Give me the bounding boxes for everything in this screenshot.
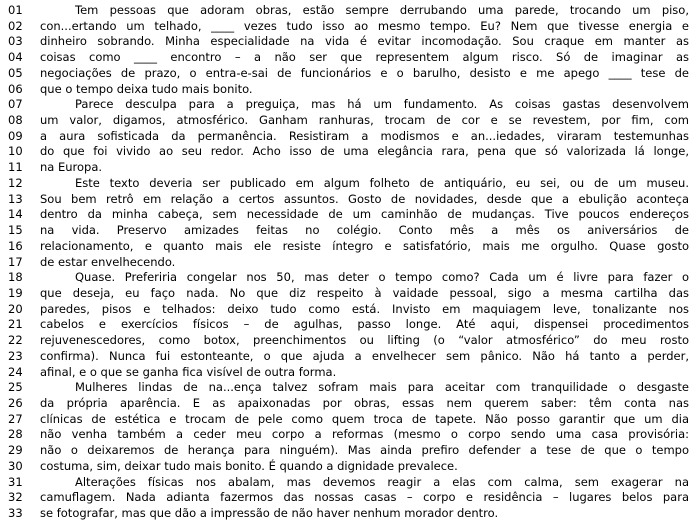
text-line (0, 3, 699, 19)
line-number: 24 (8, 364, 23, 379)
line-number: 14 (8, 207, 23, 222)
text-line (0, 427, 699, 443)
line-text: Tem pessoas que adoram obras, estão sempre derrubando uma parede, trocando um piso, (75, 3, 689, 17)
line-number: 02 (8, 18, 23, 33)
line-text: de estar envelhecendo. (40, 254, 176, 269)
line-text: um valor, digamos, atmosférico. Ganham ranhuras, trocam de cor e se revestem, por fim, com (40, 113, 689, 128)
line-text: Alterações físicas nos abalam, mas devemos reagir a elas com calma, sem exagerar na (75, 474, 689, 489)
line-text: cabelos e exercícios físicos – de agulhas, passo longe. Até aqui, dispensei procedimentos (40, 317, 689, 332)
line-number: 17 (8, 254, 23, 269)
line-text: afinal, e o que se ganha fica visível de outra forma. (40, 364, 337, 379)
line-text: na Europa. (40, 160, 103, 175)
line-text: costuma, sim, deixar tudo mais bonito. É quando a dignidade prevalece. (40, 458, 458, 473)
line-text: que deseja, eu faço nada. No que diz respeito à vaidade pessoal, sigo a mesma cartilha das (40, 285, 689, 300)
line-number: 29 (8, 443, 23, 458)
line-text: Sou bem retrô em relação a certos assuntos. Gosto de novidades, desde que a ebulição aconteça (40, 191, 689, 206)
text-line (0, 82, 699, 98)
line-text: rejuvenescedores, como botox, preenchimentos ou lifting (o “valor atmosférico” do meu rosto (40, 333, 689, 348)
line-text: a aura sofisticada da permanência. Resistiram a modismos e an...iedades, viraram testemunhas (40, 128, 689, 143)
line-text: na vida. Preservo amizades feitas no colégio. Conto mês a mês os aniversários de (40, 223, 689, 238)
text-line (0, 255, 699, 271)
text-line (0, 239, 699, 255)
line-text: não o deixaremos de herança para ninguém). Mas ainda prefiro defender a tese de que o tempo (40, 443, 689, 458)
text-line (0, 380, 699, 396)
line-number: 30 (8, 458, 23, 473)
text-line (0, 349, 699, 365)
line-text: Quase. Preferiria congelar nos 50, mas deter o tempo como? Cada um é livre para fazer o (75, 270, 689, 285)
text-line (0, 113, 699, 129)
text-line (0, 286, 699, 302)
text-line (0, 443, 699, 459)
line-number: 06 (8, 81, 23, 96)
line-number: 27 (8, 411, 23, 426)
line-number: 13 (8, 191, 23, 206)
line-number: 31 (8, 474, 23, 489)
line-text: se fotografar, mas que dão a impressão de não haver nenhum morador dentro. (40, 506, 499, 520)
text-line (0, 270, 699, 286)
text-line (0, 412, 699, 428)
line-text: do que foi vivido ao seu redor. Acho isso de uma elegância rara, pena que só valorizada lá longe, (40, 144, 689, 159)
line-number: 04 (8, 50, 23, 65)
line-number: 16 (8, 238, 23, 253)
line-number: 07 (8, 97, 23, 112)
line-text: paredes, pisos e telhados: deixo tudo como está. Invisto em maquiagem leve, tonalizante nos (40, 301, 689, 316)
text-line (0, 19, 699, 35)
line-text: dentro da minha cabeça, sem necessidade de um caminhão de mudanças. Tive poucos endereços (40, 207, 689, 222)
text-line (0, 475, 699, 491)
text-line (0, 129, 699, 145)
line-number: 32 (8, 490, 23, 505)
line-number: 18 (8, 270, 23, 285)
line-text: confirma). Nunca fui estonteante, o que ajuda a envelhecer sem pânico. Não há tanto a perder, (40, 348, 689, 363)
text-line (0, 34, 699, 50)
text-line (0, 490, 699, 506)
line-number: 33 (8, 506, 23, 520)
line-number: 01 (8, 3, 23, 17)
text-line (0, 506, 699, 522)
line-text: que o tempo deixa tudo mais bonito. (40, 81, 253, 96)
text-passage (0, 3, 699, 522)
line-text: negociações de prazo, o entra-e-sai de funcionários e o barulho, desisto e me apego ____ tese de (40, 65, 689, 80)
text-line (0, 160, 699, 176)
line-text: clínicas de estética e trocam de pele como quem troca de tapete. Não posso garantir que um dia (40, 411, 689, 426)
line-text: relacionamento, e quanto mais ele resiste íntegro e satisfatório, mais me orgulho. Quase gosto (40, 238, 689, 253)
line-text: não venha também a ceder meu corpo a reformas (mesmo o corpo sendo uma casa provisória: (40, 427, 689, 442)
line-number: 23 (8, 348, 23, 363)
line-number: 05 (8, 65, 23, 80)
text-line (0, 176, 699, 192)
text-line (0, 459, 699, 475)
text-line (0, 97, 699, 113)
text-line (0, 333, 699, 349)
line-text: Parece desculpa para a preguiça, mas há um fundamento. As coisas gastas desenvolvem (75, 97, 689, 112)
line-number: 26 (8, 395, 23, 410)
text-line (0, 302, 699, 318)
text-line (0, 207, 699, 223)
line-text: coisas como ____ encontro – a não ser que representem algum risco. Só de imaginar as (40, 50, 689, 65)
line-number: 09 (8, 128, 23, 143)
line-number: 08 (8, 113, 23, 128)
line-number: 25 (8, 380, 23, 395)
text-line (0, 317, 699, 333)
line-number: 12 (8, 175, 23, 190)
line-number: 03 (8, 34, 23, 49)
line-number: 15 (8, 223, 23, 238)
line-number: 19 (8, 285, 23, 300)
text-line (0, 396, 699, 412)
line-text: Mulheres lindas de na...ença talvez sofram mais para aceitar com tranquilidade o desgaste (75, 380, 689, 395)
text-line (0, 192, 699, 208)
text-line (0, 50, 699, 66)
line-text: con...ertando um telhado, ____ vezes tudo isso ao mesmo tempo. Eu? Nem que tivesse energia e (40, 18, 689, 33)
line-text: da própria aparência. E as apaixonadas por obras, essas nem querem saber: têm conta nas (40, 395, 689, 410)
line-text: dinheiro sobrando. Minha especialidade na vida é evitar incomodação. Sou craque em manter as (40, 34, 689, 49)
line-number: 11 (8, 160, 23, 175)
line-number: 10 (8, 144, 23, 159)
line-number: 28 (8, 427, 23, 442)
text-line (0, 223, 699, 239)
text-line (0, 365, 699, 381)
line-text: Este texto deveria ser publicado em algum folheto de antiquário, eu sei, ou de um museu. (75, 175, 689, 190)
text-line (0, 66, 699, 82)
line-number: 22 (8, 333, 23, 348)
line-number: 21 (8, 317, 23, 332)
line-number: 20 (8, 301, 23, 316)
text-line (0, 144, 699, 160)
line-text: camuflagem. Nada adianta fazermos das nossas casas – corpo e residência – lugares belos para (40, 490, 689, 505)
